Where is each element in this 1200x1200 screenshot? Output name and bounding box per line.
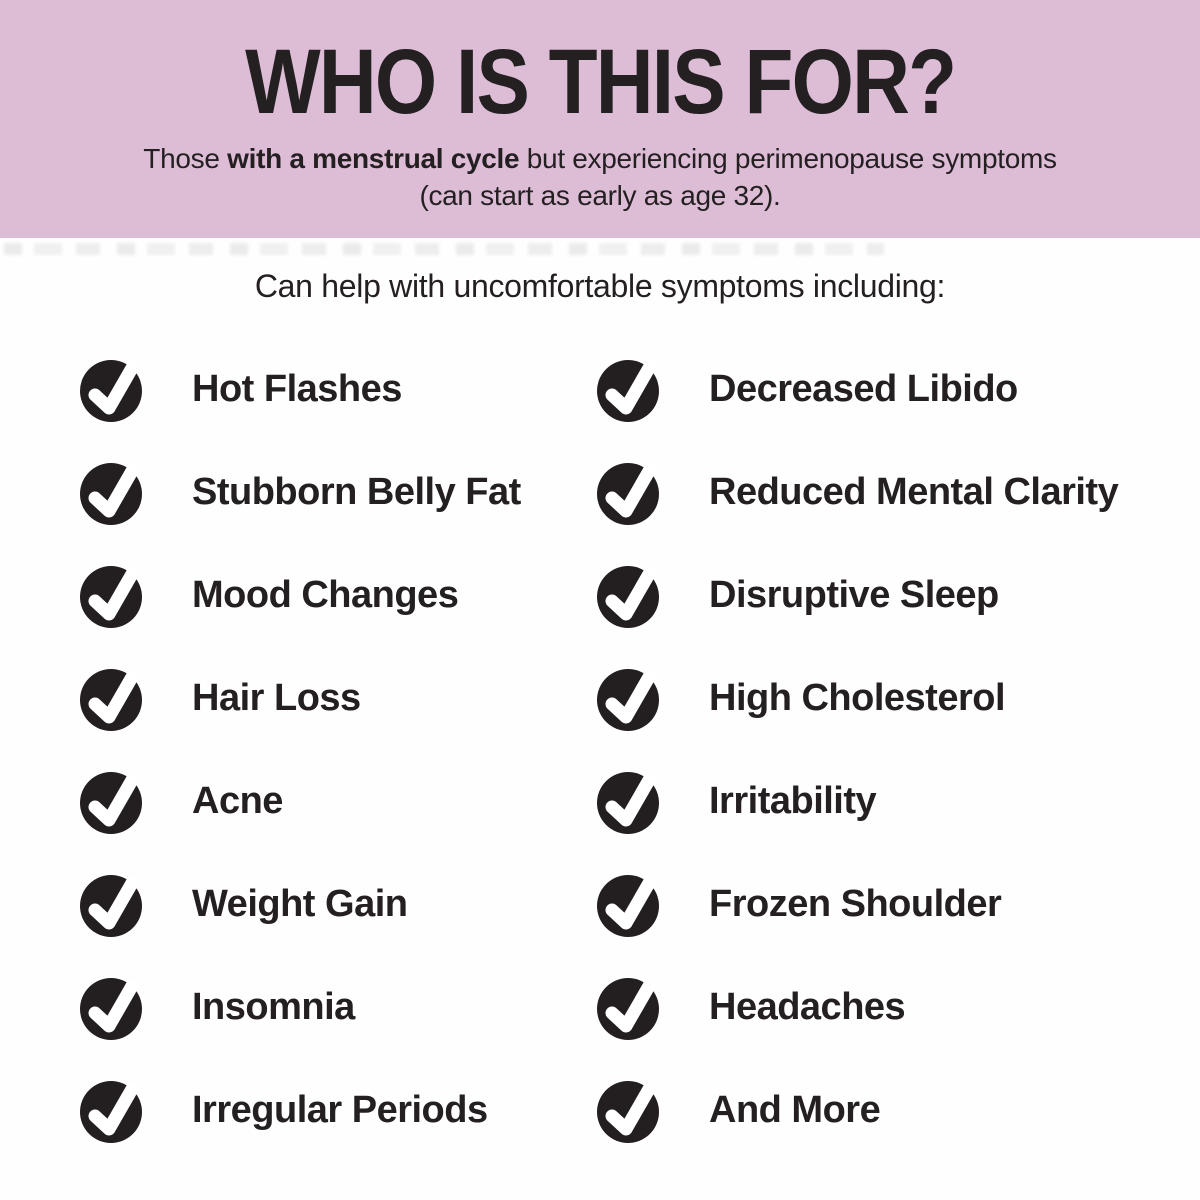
symptom-item: [78, 1059, 595, 1162]
subtitle-line2: (can start as early as age 32).: [419, 180, 781, 211]
symptom-label: Mood Changes: [192, 574, 459, 616]
symptom-item: [78, 338, 595, 441]
symptom-label: And More: [709, 1089, 881, 1131]
symptom-list: [0, 338, 1200, 1162]
print-artifact-strip: [4, 243, 884, 255]
check-circle-icon: [595, 767, 665, 837]
check-circle-icon: [78, 767, 148, 837]
symptom-column-right: [595, 338, 1200, 1162]
symptom-item: [78, 750, 595, 853]
symptom-label: Irritability: [709, 780, 877, 822]
check-circle-icon: [595, 561, 665, 631]
symptom-label: Irregular Periods: [192, 1089, 488, 1131]
symptom-label: Insomnia: [192, 986, 355, 1028]
check-circle-icon: [78, 973, 148, 1043]
symptom-item: [78, 647, 595, 750]
header-band: [0, 0, 1200, 238]
symptom-item: [595, 338, 1200, 441]
symptom-label: Headaches: [709, 986, 906, 1028]
check-circle-icon: [595, 870, 665, 940]
check-circle-icon: [78, 664, 148, 734]
page-title: WHO IS THIS FOR?: [244, 31, 956, 133]
check-circle-icon: [595, 664, 665, 734]
symptom-label: Disruptive Sleep: [709, 574, 999, 616]
subtitle-post: but experiencing perimenopause symptoms: [519, 143, 1057, 174]
check-circle-icon: [78, 561, 148, 631]
symptom-label: Hot Flashes: [192, 368, 402, 410]
symptom-item: [78, 544, 595, 647]
symptom-label: Stubborn Belly Fat: [192, 471, 521, 513]
check-circle-icon: [78, 355, 148, 425]
symptom-item: [595, 750, 1200, 853]
check-circle-icon: [595, 1076, 665, 1146]
check-circle-icon: [595, 973, 665, 1043]
subtitle-bold: with a menstrual cycle: [227, 143, 520, 174]
check-circle-icon: [78, 870, 148, 940]
check-circle-icon: [78, 458, 148, 528]
symptom-item: [595, 853, 1200, 956]
symptom-item: [595, 441, 1200, 544]
check-circle-icon: [595, 355, 665, 425]
symptom-item: [78, 853, 595, 956]
symptom-label: Hair Loss: [192, 677, 361, 719]
symptom-column-left: [78, 338, 595, 1162]
symptom-label: Frozen Shoulder: [709, 883, 1002, 925]
symptom-item: [595, 544, 1200, 647]
check-circle-icon: [595, 458, 665, 528]
symptom-label: Reduced Mental Clarity: [709, 471, 1119, 513]
subtitle-pre: Those: [143, 143, 228, 174]
intro-text: Can help with uncomfortable symptoms including:: [254, 268, 946, 304]
symptom-item: [78, 441, 595, 544]
symptom-item: [595, 647, 1200, 750]
symptom-item: [595, 1059, 1200, 1162]
symptom-label: Weight Gain: [192, 883, 408, 925]
symptom-label: Acne: [192, 780, 283, 822]
symptom-label: High Cholesterol: [709, 677, 1006, 719]
symptom-item: [78, 956, 595, 1059]
symptom-label: Decreased Libido: [709, 368, 1018, 410]
header-subtitle: [0, 140, 1200, 214]
check-circle-icon: [78, 1076, 148, 1146]
symptom-item: [595, 956, 1200, 1059]
